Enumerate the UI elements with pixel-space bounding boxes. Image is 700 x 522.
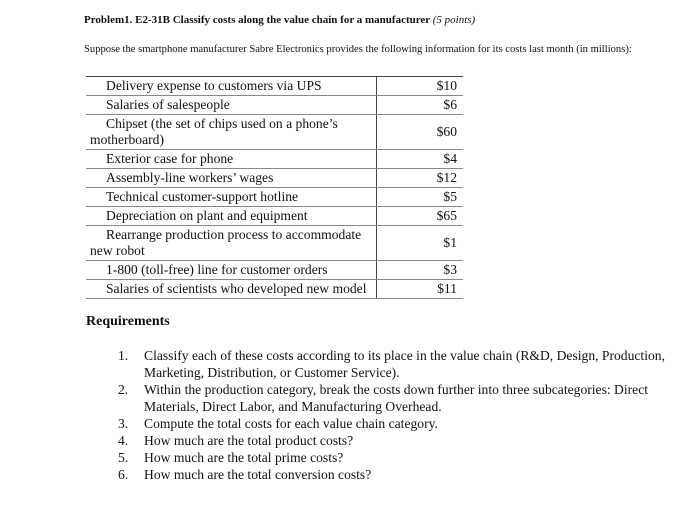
requirement-text: Compute the total costs for each value chain category. bbox=[144, 416, 438, 431]
cost-amount: $65 bbox=[377, 207, 464, 226]
problem-points: (5 points) bbox=[432, 14, 476, 26]
requirement-text: Within the production category, break the costs down further into three subcategories: Direct Materials, Direct Labor, and Manufacturing Overhead. bbox=[144, 382, 649, 414]
requirements-heading: Requirements bbox=[86, 314, 170, 329]
cost-item: Technical customer-support hotline bbox=[86, 188, 377, 207]
requirement-text: How much are the total prime costs? bbox=[144, 450, 344, 465]
table-row bbox=[86, 188, 463, 207]
requirement-number: 6. bbox=[118, 467, 129, 482]
problem-title-text: Problem1. E2-31B Classify costs along the value chain for a manufacturer bbox=[84, 14, 430, 26]
table-row bbox=[86, 115, 463, 150]
cost-item: Delivery expense to customers via UPS bbox=[86, 77, 377, 96]
cost-item: Chipset (the set of chips used on a phone’s motherboard) bbox=[86, 115, 377, 150]
cost-amount: $6 bbox=[377, 96, 464, 115]
cost-amount: $10 bbox=[377, 77, 464, 96]
requirement-number: 2. bbox=[118, 382, 129, 397]
table-row bbox=[86, 261, 463, 280]
cost-amount: $1 bbox=[377, 226, 464, 261]
requirement-number: 3. bbox=[118, 416, 129, 431]
cost-amount: $60 bbox=[377, 115, 464, 150]
cost-item: Rearrange production process to accommodate new robot bbox=[86, 226, 377, 261]
requirement-text: How much are the total conversion costs? bbox=[144, 467, 372, 482]
requirement-text: Classify each of these costs according to its place in the value chain (R&D, Design, Production, Marketing, Distribution, or Customer Service). bbox=[144, 348, 665, 380]
cost-item: Assembly-line workers’ wages bbox=[86, 169, 377, 188]
table-row bbox=[86, 150, 463, 169]
list-item bbox=[118, 449, 678, 466]
cost-item: Salaries of salespeople bbox=[86, 96, 377, 115]
list-item bbox=[118, 381, 678, 415]
problem-intro: Suppose the smartphone manufacturer Sabre Electronics provides the following information for its costs last month (in millions): bbox=[84, 44, 632, 55]
cost-amount: $4 bbox=[377, 150, 464, 169]
list-item bbox=[118, 466, 678, 483]
table-row bbox=[86, 207, 463, 226]
list-item bbox=[118, 415, 678, 432]
cost-item: Depreciation on plant and equipment bbox=[86, 207, 377, 226]
table-row bbox=[86, 226, 463, 261]
table-row bbox=[86, 96, 463, 115]
table-row bbox=[86, 169, 463, 188]
requirement-number: 4. bbox=[118, 433, 129, 448]
table-row bbox=[86, 280, 463, 299]
cost-table bbox=[86, 76, 463, 299]
cost-item: 1-800 (toll-free) line for customer orders bbox=[86, 261, 377, 280]
problem-title bbox=[84, 14, 475, 26]
requirement-number: 5. bbox=[118, 450, 129, 465]
list-item bbox=[118, 347, 678, 381]
cost-amount: $5 bbox=[377, 188, 464, 207]
requirements-list bbox=[118, 347, 678, 483]
cost-amount: $11 bbox=[377, 280, 464, 299]
requirement-number: 1. bbox=[118, 348, 129, 363]
requirement-text: How much are the total product costs? bbox=[144, 433, 354, 448]
cost-item: Exterior case for phone bbox=[86, 150, 377, 169]
cost-item: Salaries of scientists who developed new model bbox=[86, 280, 377, 299]
cost-amount: $3 bbox=[377, 261, 464, 280]
table-row bbox=[86, 77, 463, 96]
cost-amount: $12 bbox=[377, 169, 464, 188]
list-item bbox=[118, 432, 678, 449]
